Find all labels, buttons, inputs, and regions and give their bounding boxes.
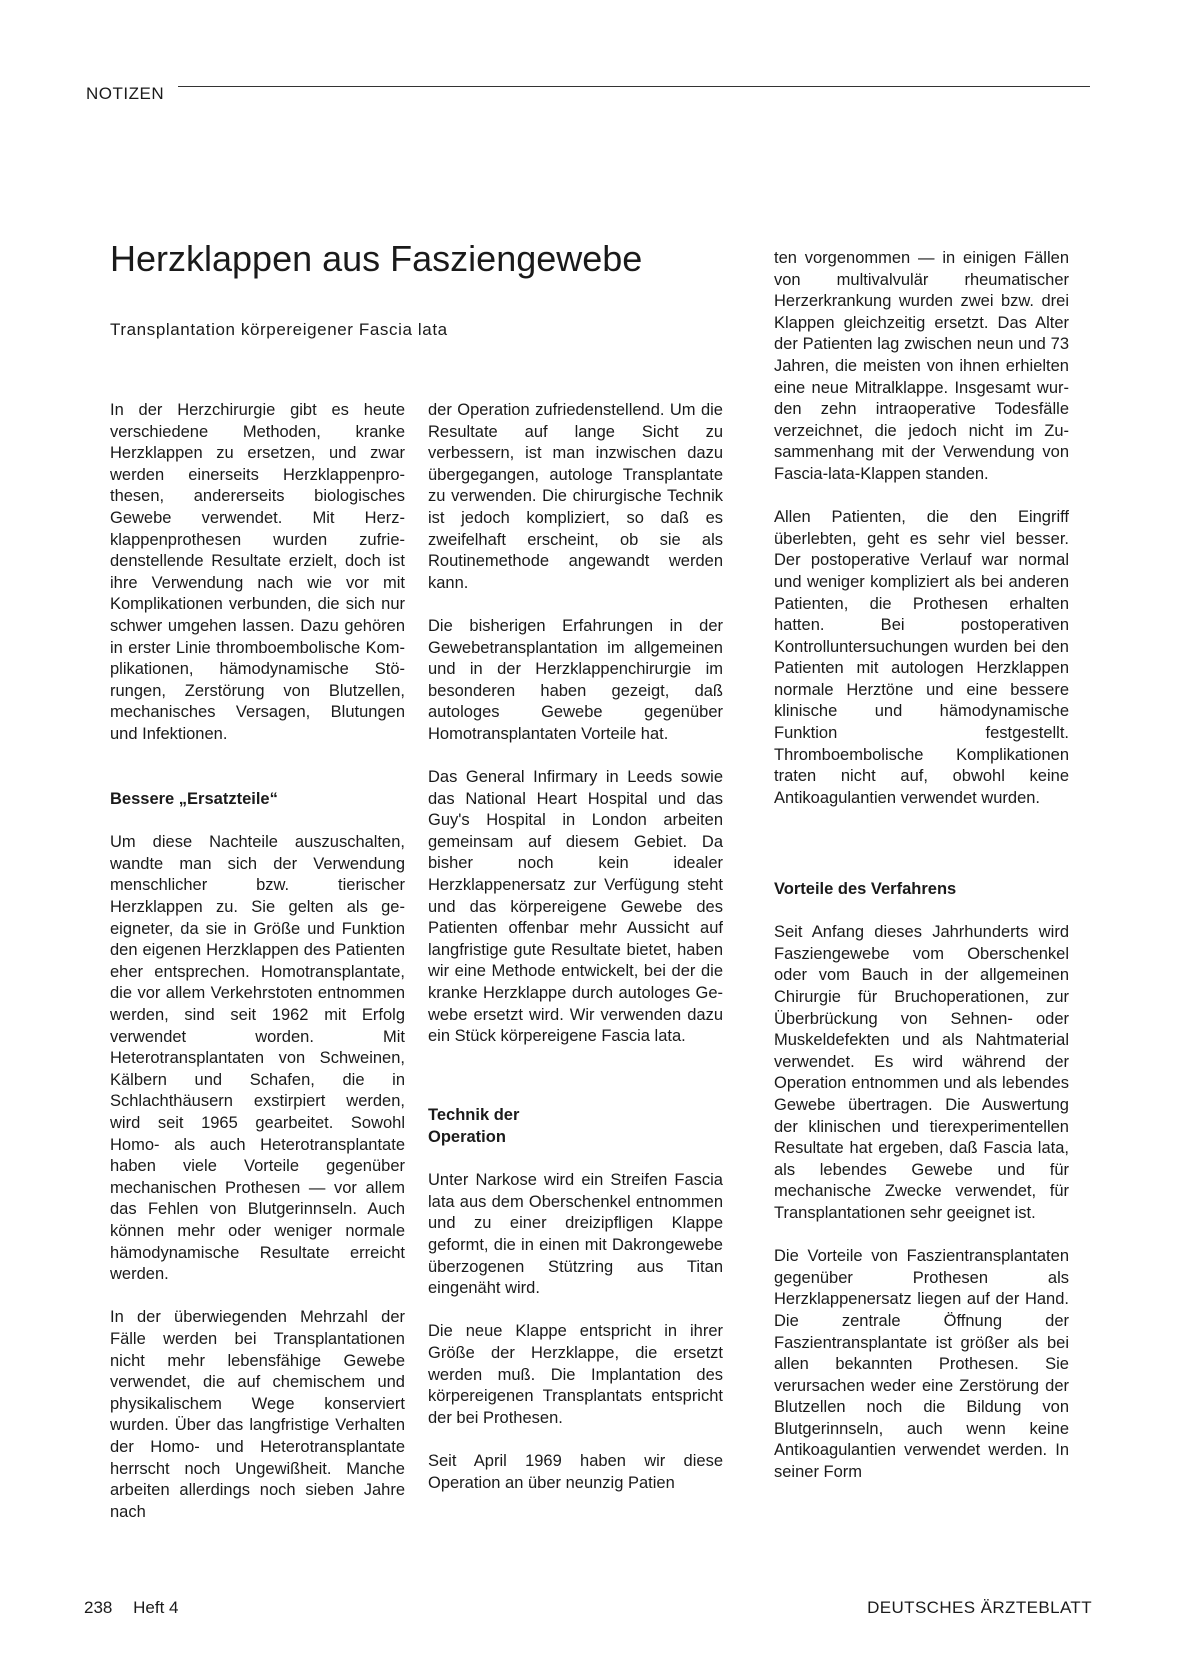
section-heading: Vorteile des Verfahrens — [774, 880, 957, 899]
section-heading: Bessere „Ersatzteile“ — [110, 790, 278, 809]
paragraph: In der Herzchirurgie gibt es heute verschiedene Methoden, kranke Herzklappen zu ersetzen, und zwar werden einerseits Herzklappenprothesen, andererseits biologisches Gewebe verwendet. Mit Herzklappenprothesen wurden zufriedenstellende Resultate erzielt, doch ist ihre Verwendung nach wie vor mit Komplikationen verbunden, die sich nur schwer umgehen lassen. Dazu gehören in erster Linie thromboembolische Komplikationen, hämodynamische Störungen, Zerstörung von Blutzellen, mechanisches Versagen, Blutungen und Infektionen. — [110, 401, 405, 743]
section-heading — [428, 1105, 723, 1148]
paragraph: Seit Anfang dieses Jahrhunderts wird Fasziengewebe vom Oberschenkel oder vom Bauch in der allgemeinen Chirurgie für Bruchoperationen, zur Überbrückung von Sehnen- oder Muskeldefekten und als Nahtmaterial verwendet. Es wird während der Operation entnommen und als lebendes Gewebe übertragen. Die Auswertung der klinischen und tierexperimentellen Resultate hat ergeben, daß Fascia lata, als lebendes Gewebe und für mechanische Zwecke verwendet, für Transplantationen sehr geeignet ist. — [774, 923, 1069, 1222]
section-label: NOTIZEN — [86, 84, 165, 103]
paragraph: Unter Narkose wird ein Streifen Fascia lata aus dem Oberschenkel entnommen und zu einer dreizipfligen Klappe geformt, die in einen mit Dakrongewebe überzogenen Stützring aus Titan eingenäht wird. — [428, 1171, 723, 1298]
article-title: Herzklappen aus Fasziengewebe — [110, 238, 643, 279]
paragraph: ten vorgenommen — in einigen Fällen von multivalvulär rheumatischer Herzerkrankung wurden zwei bzw. drei Klappen gleichzeitig ersetzt. Das Alter der Patienten lag zwischen neun und 73 Jahren, die meisten von ihnen erhielten eine neue Mitralklappe. Insgesamt wurden zehn intraoperative Todesfälle verzeichnet, die jedoch nicht im Zusammenhang mit der Verwendung von Fascia-lata-Klappen standen. — [774, 249, 1069, 483]
paragraph: Das General Infirmary in Leeds sowie das National Heart Hospital und das Guy's Hospital in London arbeiten gemeinsam auf diesem Gebiet. Da bisher noch kein idealer Herzklappenersatz zur Verfügung steht und das körpereigene Gewebe des Patienten offenbar mehr Aussicht auf langfristige gute Resultate bietet, haben wir eine Methode entwickelt, bei der die kranke Herzklappe durch autologes Gewebe ersetzt wird. Wir verwenden dazu ein Stück körpereigene Fascia lata. — [428, 768, 723, 1046]
paragraph: Die Vorteile von Faszientransplantaten gegenüber Prothesen als Herzklappenersatz liegen auf der Hand. Die zentrale Öffnung der Faszientransplantate ist größer als bei allen bekannten Prothesen. Sie verursachen weder eine Zerstörung der Blutzellen noch die Bildung von Blutgerinnseln, auch wenn keine Antikoagulantien verwendet werden. In seiner Form — [774, 1247, 1069, 1482]
paragraph: Seit April 1969 haben wir diese Operation an über neunzig Patien — [428, 1451, 723, 1492]
page-number: 238 — [84, 1598, 113, 1617]
paragraph: In der überwiegenden Mehrzahl der Fälle werden bei Transplantationen nicht mehr lebensfähige Gewebe verwendet, die auf chemischem und physikalischem Wege konserviert wurden. Über das langfristige Verhalten der Homo- und Heterotransplantate herrscht noch Ungewißheit. Manche arbeiten allerdings noch sieben Jahre nach — [110, 1308, 405, 1521]
section-heading-line: Operation — [428, 1128, 506, 1146]
paragraph: Die bisherigen Erfahrungen in der Gewebetransplantation im allgemeinen und in der Herzklappenchirurgie im besonderen haben gezeigt, daß autologes Gewebe gegenüber Homotransplantaten Vorteile hat. — [428, 616, 723, 743]
issue-label: Heft 4 — [133, 1598, 179, 1617]
paragraph: Die neue Klappe entspricht in ihrer Größe der Herzklappe, die ersetzt werden muß. Die Implantation des körpereigenen Transplantats entspricht der bei Prothesen. — [428, 1322, 723, 1427]
header-rule — [178, 86, 1090, 87]
column-3 — [774, 248, 1069, 1484]
article-subtitle: Transplantation körpereigener Fascia lata — [110, 320, 448, 339]
paragraph: Allen Patienten, die den Eingriff überlebten, geht es sehr viel besser. Der postoperative Verlauf war normal und weniger kompliziert als bei anderen Patienten, die Prothesen erhalten hatten. Bei postoperativen Kontrolluntersuchungen wurden bei den Patienten mit autologen Herzklappen normale Herztöne und eine bessere klinische und hämodynamische Funktion festgestellt. Thromboembolische Komplikationen traten nicht auf, obwohl keine Antikoagulantien verwendet wurden. — [774, 508, 1069, 807]
footer-left — [84, 1598, 194, 1618]
journal-name: DEUTSCHES ÄRZTEBLATT — [867, 1598, 1092, 1617]
section-heading-line: Technik der — [428, 1106, 520, 1125]
paragraph: Um diese Nachteile auszuschalten, wandte man sich der Verwendung menschlicher bzw. tierischer Herzklappen zu. Sie gelten als geeigneter, da sie in Größe und Funktion den eigenen Herzklappen des Patienten eher entsprechen. Homotransplantate, die vor allem Verkehrstoten entnommen werden, sind seit 1962 mit Erfolg verwendet worden. Mit Heterotransplantaten von Schweinen, Kälbern und Schafen, die in Schlachthäusern exstirpiert werden, wird seit 1965 gearbeitet. Sowohl Homo- als auch Heterotransplantate haben viele Vorteile gegenüber mechanischen Prothesen — vor allem das Fehlen von Blutgerinnseln. Auch können mehr oder weniger normale hämodynamische Resultate erreicht werden. — [110, 833, 405, 1284]
column-1 — [110, 400, 405, 1523]
column-2 — [428, 400, 723, 1494]
paragraph: der Operation zufriedenstellend. Um die Resultate auf lange Sicht zu verbessern, ist man inzwischen dazu übergegangen, autologe Transplantate zu verwenden. Die chirurgische Technik ist jedoch kompliziert, so daß es zweifelhaft erscheint, ob sie als Routinemethode angewandt werden kann. — [428, 401, 723, 592]
